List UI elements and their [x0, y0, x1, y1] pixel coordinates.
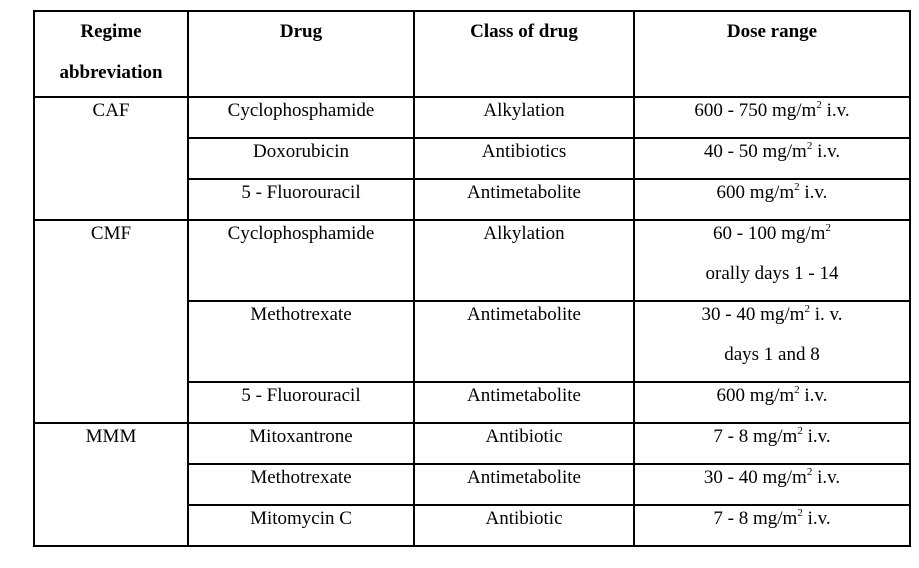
- header-class-label: Class of drug: [470, 21, 578, 42]
- class-cell: [414, 179, 634, 220]
- header-row: [34, 11, 910, 97]
- drug-label: Cyclophosphamide: [227, 223, 375, 244]
- regime-label: MMM: [85, 426, 137, 447]
- dose-cell: [634, 97, 910, 138]
- dose-label: 40 - 50 $mg/m^2$ i.v.: [703, 140, 841, 162]
- header-dose: [634, 11, 910, 97]
- drug-label: Methotrexate: [250, 467, 352, 488]
- drug-label: Cyclophosphamide: [227, 100, 375, 121]
- dose-label: 600 $mg/m^2$ i.v.: [716, 181, 828, 203]
- class-cell: [414, 97, 634, 138]
- class-label: Antimetabolite: [467, 467, 581, 488]
- drug-cell: [188, 423, 414, 464]
- dose-label: 600 $mg/m^2$ i.v.: [716, 384, 828, 406]
- drug-regimen-table: [33, 10, 911, 547]
- class-cell: [414, 220, 634, 301]
- drug-cell: [188, 464, 414, 505]
- dose-cell: [634, 464, 910, 505]
- class-cell: [414, 423, 634, 464]
- class-cell: [414, 138, 634, 179]
- class-label: Antimetabolite: [467, 385, 581, 406]
- dose-label: 600 - 750 $mg/m^2$ i.v.: [694, 99, 850, 121]
- table-row: [34, 97, 910, 138]
- class-label: Alkylation: [483, 100, 565, 121]
- header-drug-label: Drug: [279, 21, 323, 42]
- class-label: Antimetabolite: [467, 304, 581, 325]
- drug-label: Mitoxantrone: [249, 426, 353, 447]
- class-label: Antibiotics: [481, 141, 567, 162]
- dose-cell: [634, 179, 910, 220]
- class-label: Antibiotic: [485, 426, 563, 447]
- drug-label: 5 - Fluorouracil: [241, 385, 361, 406]
- class-label: Antimetabolite: [467, 182, 581, 203]
- drug-label: Methotrexate: [250, 304, 352, 325]
- drug-label: 5 - Fluorouracil: [241, 182, 361, 203]
- class-cell: [414, 505, 634, 546]
- dose-cell: [634, 423, 910, 464]
- dose-label: 7 - 8 $mg/m^2$ i.v.: [713, 507, 831, 529]
- drug-cell: [188, 382, 414, 423]
- regime-cell: [34, 97, 188, 220]
- dose-label: 60 - 100 $mg/m^2$ orally days 1 - 14: [705, 222, 839, 284]
- dose-label: 7 - 8 $mg/m^2$ i.v.: [713, 425, 831, 447]
- drug-cell: [188, 301, 414, 382]
- header-class: [414, 11, 634, 97]
- header-regime-line1: Regime: [80, 21, 142, 42]
- dose-label: 30 - 40 $mg/m^2$ i. v. days 1 and 8: [701, 303, 843, 365]
- regime-cell: [34, 423, 188, 546]
- table-row: [34, 220, 910, 301]
- header-dose-label: Dose range: [726, 21, 818, 42]
- dose-cell: [634, 138, 910, 179]
- class-label: Antibiotic: [485, 508, 563, 529]
- table-row: [34, 423, 910, 464]
- regime-cell: [34, 220, 188, 423]
- class-cell: [414, 464, 634, 505]
- dose-cell: [634, 382, 910, 423]
- drug-cell: [188, 97, 414, 138]
- regime-label: CAF: [92, 100, 130, 121]
- drug-cell: [188, 138, 414, 179]
- regime-label: CMF: [90, 223, 132, 244]
- class-cell: [414, 382, 634, 423]
- drug-label: Mitomycin C: [250, 508, 352, 529]
- drug-cell: [188, 505, 414, 546]
- header-regime: [34, 11, 188, 97]
- class-label: Alkylation: [483, 223, 565, 244]
- dose-cell: [634, 220, 910, 301]
- dose-label: 30 - 40 $mg/m^2$ i.v.: [703, 466, 841, 488]
- header-regime-line2: abbreviation: [59, 62, 163, 83]
- drug-cell: [188, 220, 414, 301]
- dose-cell: [634, 301, 910, 382]
- dose-cell: [634, 505, 910, 546]
- header-drug: [188, 11, 414, 97]
- class-cell: [414, 301, 634, 382]
- drug-label: Doxorubicin: [252, 141, 350, 162]
- drug-cell: [188, 179, 414, 220]
